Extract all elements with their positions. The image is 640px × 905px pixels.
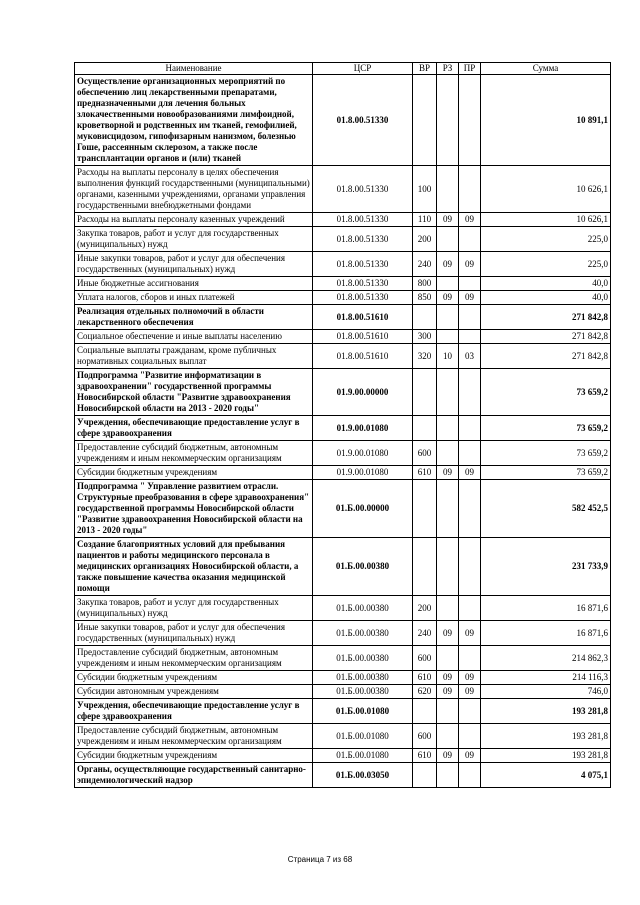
row-pr-code (459, 227, 481, 252)
row-sum: 10 626,1 (481, 166, 611, 213)
row-sum: 10 626,1 (481, 213, 611, 227)
row-pr-code: 09 (459, 291, 481, 305)
row-rz-code (437, 724, 459, 749)
table-row (75, 330, 611, 344)
row-sum: 193 281,8 (481, 699, 611, 724)
row-csr-code: 01.9.00.01080 (313, 416, 413, 441)
row-rz-code (437, 646, 459, 671)
table-row (75, 466, 611, 480)
row-vr-code: 600 (413, 724, 437, 749)
row-name: Осуществление организационных мероприятий по обеспечению лиц лекарственными препаратами, предназначенными для лечения больных злокачественными новообразованиями лимфоидной, кроветворной и родственных им тканей, гемофилией, муковисцидозом, гипофизарным нанизмом, болезнью Гоше, рассеянным склерозом, а также после трансплантации органов и (или) тканей (75, 75, 313, 166)
row-name: Подпрограмма "Развитие информатизации в здравоохранении" государственной программы Новосибирской области "Развитие здравоохранения Новосибирской области на 2013 - 2020 годы" (75, 369, 313, 416)
row-csr-code: 01.8.00.51610 (313, 344, 413, 369)
row-rz-code: 09 (437, 291, 459, 305)
row-rz-code (437, 538, 459, 596)
row-rz-code (437, 480, 459, 538)
row-sum: 4 075,1 (481, 763, 611, 788)
row-rz-code (437, 416, 459, 441)
row-sum: 193 281,8 (481, 749, 611, 763)
row-csr-code: 01.8.00.51330 (313, 213, 413, 227)
table-row (75, 305, 611, 330)
row-pr-code (459, 330, 481, 344)
table-row (75, 344, 611, 369)
row-name: Органы, осуществляющие государственный санитарно-эпидемиологический надзор (75, 763, 313, 788)
row-sum: 40,0 (481, 277, 611, 291)
row-pr-code: 09 (459, 252, 481, 277)
row-name: Уплата налогов, сборов и иных платежей (75, 291, 313, 305)
row-vr-code: 620 (413, 685, 437, 699)
table-row (75, 416, 611, 441)
table-row (75, 291, 611, 305)
row-vr-code: 610 (413, 671, 437, 685)
row-pr-code (459, 596, 481, 621)
row-vr-code: 610 (413, 749, 437, 763)
table-row (75, 596, 611, 621)
row-name: Социальное обеспечение и иные выплаты населению (75, 330, 313, 344)
row-name: Реализация отдельных полномочий в области лекарственного обеспечения (75, 305, 313, 330)
row-sum: 10 891,1 (481, 75, 611, 166)
row-csr-code: 01.8.00.51610 (313, 305, 413, 330)
row-vr-code: 800 (413, 277, 437, 291)
table-header-row (75, 63, 611, 75)
row-pr-code (459, 305, 481, 330)
row-vr-code (413, 305, 437, 330)
row-vr-code: 110 (413, 213, 437, 227)
row-pr-code (459, 166, 481, 213)
row-csr-code: 01.Б.00.00380 (313, 685, 413, 699)
row-vr-code (413, 699, 437, 724)
row-sum: 40,0 (481, 291, 611, 305)
row-csr-code: 01.8.00.51330 (313, 277, 413, 291)
row-vr-code: 600 (413, 646, 437, 671)
row-csr-code: 01.Б.00.03050 (313, 763, 413, 788)
table-row (75, 763, 611, 788)
table-row (75, 75, 611, 166)
table-row (75, 724, 611, 749)
row-csr-code: 01.Б.00.00380 (313, 646, 413, 671)
row-pr-code (459, 699, 481, 724)
row-vr-code: 200 (413, 596, 437, 621)
row-pr-code (459, 538, 481, 596)
row-vr-code (413, 763, 437, 788)
row-sum: 16 871,6 (481, 621, 611, 646)
row-rz-code (437, 330, 459, 344)
row-sum: 73 659,2 (481, 441, 611, 466)
table-row (75, 166, 611, 213)
row-rz-code: 09 (437, 671, 459, 685)
row-csr-code: 01.Б.00.00380 (313, 621, 413, 646)
row-name: Расходы на выплаты персоналу казенных учреждений (75, 213, 313, 227)
row-pr-code (459, 724, 481, 749)
row-pr-code: 09 (459, 685, 481, 699)
header-csr: ЦСР (313, 63, 413, 75)
table-row (75, 749, 611, 763)
row-csr-code: 01.8.00.51330 (313, 252, 413, 277)
row-sum: 225,0 (481, 252, 611, 277)
row-name: Субсидии бюджетным учреждениям (75, 671, 313, 685)
row-rz-code (437, 75, 459, 166)
row-name: Учреждения, обеспечивающие предоставление услуг в сфере здравоохранения (75, 699, 313, 724)
table-row (75, 369, 611, 416)
row-vr-code: 610 (413, 466, 437, 480)
row-rz-code: 09 (437, 749, 459, 763)
row-csr-code: 01.8.00.51330 (313, 75, 413, 166)
row-rz-code: 09 (437, 466, 459, 480)
row-name: Предоставление субсидий бюджетным, автономным учреждениям и иным некоммерческим организациям (75, 646, 313, 671)
row-csr-code: 01.9.00.01080 (313, 441, 413, 466)
row-name: Иные закупки товаров, работ и услуг для обеспечения государственных (муниципальных) нужд (75, 252, 313, 277)
table-row (75, 441, 611, 466)
row-vr-code: 240 (413, 252, 437, 277)
row-sum: 214 116,3 (481, 671, 611, 685)
row-pr-code (459, 441, 481, 466)
row-pr-code (459, 277, 481, 291)
row-name: Предоставление субсидий бюджетным, автономным учреждениям и иным некоммерческим организациям (75, 441, 313, 466)
row-csr-code: 01.Б.00.00380 (313, 671, 413, 685)
row-csr-code: 01.Б.00.00000 (313, 480, 413, 538)
row-name: Субсидии автономным учреждениям (75, 685, 313, 699)
row-pr-code: 09 (459, 466, 481, 480)
table-body (75, 75, 611, 788)
row-name: Социальные выплаты гражданам, кроме публичных нормативных социальных выплат (75, 344, 313, 369)
row-name: Закупка товаров, работ и услуг для государственных (муниципальных) нужд (75, 227, 313, 252)
row-pr-code (459, 646, 481, 671)
row-name: Закупка товаров, работ и услуг для государственных (муниципальных) нужд (75, 596, 313, 621)
row-csr-code: 01.Б.00.01080 (313, 724, 413, 749)
row-pr-code (459, 416, 481, 441)
table-row (75, 213, 611, 227)
row-sum: 582 452,5 (481, 480, 611, 538)
row-vr-code (413, 480, 437, 538)
budget-table (74, 62, 611, 788)
table-row (75, 699, 611, 724)
table-row (75, 621, 611, 646)
row-vr-code: 240 (413, 621, 437, 646)
row-sum: 73 659,2 (481, 369, 611, 416)
row-name: Субсидии бюджетным учреждениям (75, 749, 313, 763)
row-rz-code (437, 441, 459, 466)
row-rz-code (437, 369, 459, 416)
row-pr-code: 09 (459, 621, 481, 646)
row-sum: 746,0 (481, 685, 611, 699)
row-csr-code: 01.9.00.01080 (313, 466, 413, 480)
table-row (75, 538, 611, 596)
row-csr-code: 01.Б.00.00380 (313, 596, 413, 621)
row-pr-code: 09 (459, 671, 481, 685)
row-name: Подпрограмма " Управление развитием отрасли. Структурные преобразования в сфере здравоохранения" государственной программы Новосибирской области "Развитие здравоохранения Новосибирской области на 2013 - 2020 годы" (75, 480, 313, 538)
table-row (75, 252, 611, 277)
row-sum: 225,0 (481, 227, 611, 252)
row-csr-code: 01.8.00.51330 (313, 166, 413, 213)
row-csr-code: 01.8.00.51330 (313, 291, 413, 305)
row-name: Иные бюджетные ассигнования (75, 277, 313, 291)
row-pr-code: 09 (459, 749, 481, 763)
row-rz-code (437, 305, 459, 330)
row-sum: 231 733,9 (481, 538, 611, 596)
row-vr-code: 100 (413, 166, 437, 213)
row-rz-code (437, 227, 459, 252)
row-rz-code (437, 763, 459, 788)
row-pr-code (459, 763, 481, 788)
row-sum: 73 659,2 (481, 416, 611, 441)
row-pr-code (459, 75, 481, 166)
row-name: Иные закупки товаров, работ и услуг для обеспечения государственных (муниципальных) нужд (75, 621, 313, 646)
row-csr-code: 01.Б.00.00380 (313, 538, 413, 596)
row-rz-code: 09 (437, 621, 459, 646)
row-vr-code: 300 (413, 330, 437, 344)
row-name: Предоставление субсидий бюджетным, автономным учреждениям и иным некоммерческим организациям (75, 724, 313, 749)
row-name: Субсидии бюджетным учреждениям (75, 466, 313, 480)
row-vr-code: 600 (413, 441, 437, 466)
row-name: Расходы на выплаты персоналу в целях обеспечения выполнения функций государственными (муниципальными) органами, казенными учреждениями, органами управления государственными внебюджетными фондами (75, 166, 313, 213)
table-row (75, 277, 611, 291)
table-row (75, 227, 611, 252)
header-pr: ПР (459, 63, 481, 75)
table-row (75, 646, 611, 671)
header-rz: РЗ (437, 63, 459, 75)
row-sum: 73 659,2 (481, 466, 611, 480)
row-sum: 16 871,6 (481, 596, 611, 621)
row-pr-code: 03 (459, 344, 481, 369)
row-rz-code (437, 596, 459, 621)
row-rz-code (437, 277, 459, 291)
row-sum: 271 842,8 (481, 344, 611, 369)
row-rz-code: 09 (437, 213, 459, 227)
row-csr-code: 01.8.00.51330 (313, 227, 413, 252)
row-vr-code: 200 (413, 227, 437, 252)
page-number: Страница 7 из 68 (287, 855, 353, 864)
header-sum: Сумма (481, 63, 611, 75)
row-pr-code (459, 369, 481, 416)
row-csr-code: 01.Б.00.01080 (313, 699, 413, 724)
row-csr-code: 01.9.00.00000 (313, 369, 413, 416)
table-row (75, 480, 611, 538)
row-rz-code: 10 (437, 344, 459, 369)
row-sum: 214 862,3 (481, 646, 611, 671)
row-csr-code: 01.Б.00.01080 (313, 749, 413, 763)
row-vr-code: 850 (413, 291, 437, 305)
row-sum: 193 281,8 (481, 724, 611, 749)
row-sum: 271 842,8 (481, 330, 611, 344)
row-pr-code (459, 480, 481, 538)
row-name: Учреждения, обеспечивающие предоставление услуг в сфере здравоохранения (75, 416, 313, 441)
table-row (75, 671, 611, 685)
row-rz-code (437, 699, 459, 724)
row-rz-code: 09 (437, 685, 459, 699)
row-sum: 271 842,8 (481, 305, 611, 330)
table-row (75, 685, 611, 699)
row-rz-code (437, 166, 459, 213)
header-name: Наименование (75, 63, 313, 75)
row-vr-code (413, 75, 437, 166)
row-name: Создание благоприятных условий для пребывания пациентов и работы медицинского персонала в медицинских организациях Новосибирской области, а также повышение качества оказания медицинской помощи (75, 538, 313, 596)
row-vr-code (413, 369, 437, 416)
row-vr-code (413, 538, 437, 596)
row-csr-code: 01.8.00.51610 (313, 330, 413, 344)
header-vr: ВР (413, 63, 437, 75)
row-pr-code: 09 (459, 213, 481, 227)
row-vr-code: 320 (413, 344, 437, 369)
row-rz-code: 09 (437, 252, 459, 277)
row-vr-code (413, 416, 437, 441)
